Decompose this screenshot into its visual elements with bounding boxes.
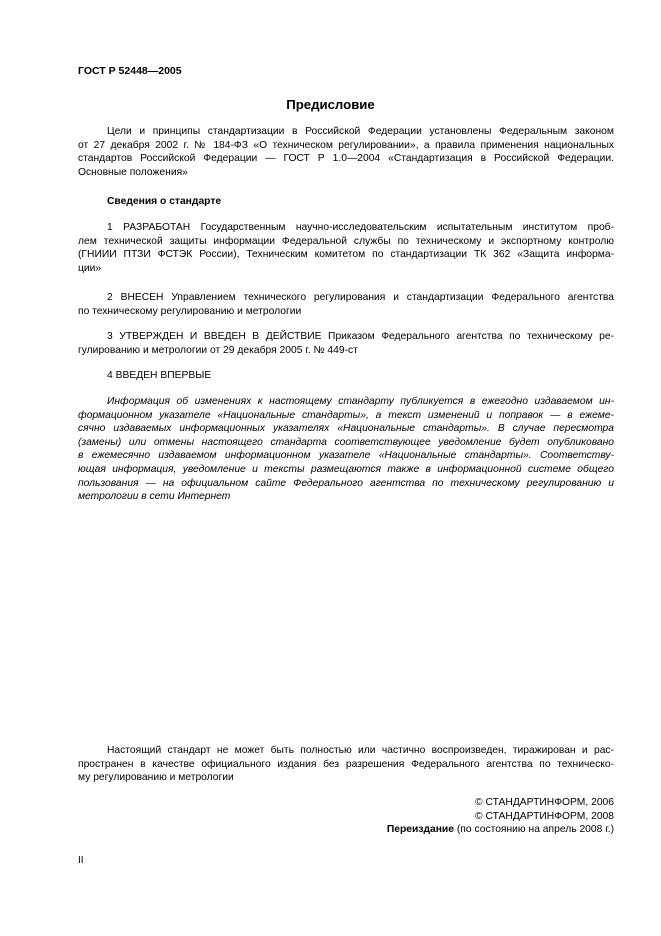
item-3-line: 3 УТВЕРЖДЕН И ВВЕДЕН В ДЕЙСТВИЕ Приказом Федерального агентства по техническому ре- xyxy=(107,331,614,342)
info-line: ющая информация, уведомление и тексты размещаются также в информационной системе общего xyxy=(78,463,614,475)
item-4-paragraph: 4 ВВЕДЕН ВПЕРВЫЕ xyxy=(107,370,212,381)
info-line: сячно издаваемых информационных указателях «Национальные стандарты». В случае пересмотра xyxy=(78,423,614,435)
intro-line: Основные положения» xyxy=(78,166,188,178)
item-1-paragraph xyxy=(78,221,614,275)
info-line: формационном указателе «Национальные стандарты», а текст изменений и поправок — в ежеме- xyxy=(78,409,614,421)
page-title: Предисловие xyxy=(286,97,375,112)
reissue-label: Переиздание xyxy=(386,824,454,836)
standard-number-header: ГОСТ Р 52448—2005 xyxy=(78,65,182,77)
notice-line: му регулированию и метрологии xyxy=(78,772,234,784)
item-2-line: 2 ВНЕСЕН Управлением технического регулирования и стандартизации Федерального агентства xyxy=(107,292,614,303)
info-line: Информация об изменениях к настоящему стандарту публикуется в ежегодно издаваемом ин- xyxy=(107,396,614,407)
item-1-line: (ГНИИИ ПТЗИ ФСТЭК России), Техническим комитетом по стандартизации ТК 362 «Защита информа- xyxy=(78,249,614,261)
copyright-2006: © СТАНДАРТИНФОРМ, 2006 xyxy=(475,797,614,808)
section-subheading: Сведения о стандарте xyxy=(107,196,222,207)
info-paragraph xyxy=(78,395,614,504)
item-2-paragraph xyxy=(78,291,614,318)
item-3-paragraph xyxy=(78,330,614,357)
notice-line: Настоящий стандарт не может быть полностью или частично воспроизведен, тиражирован и рас- xyxy=(107,745,614,756)
intro-line: Цели и принципы стандартизации в Российской Федерации установлены Федеральным законом xyxy=(107,126,614,137)
intro-line: стандартов Российской Федерации — ГОСТ Р 1.0—2004 «Стандартизация в Российской Федерации. xyxy=(78,153,614,165)
reproduction-notice xyxy=(78,744,614,785)
info-line: пользования — на официальном сайте Федерального агентства по техническому регулированию и xyxy=(78,477,614,489)
copyright-2008: © СТАНДАРТИНФОРМ, 2008 xyxy=(475,810,614,822)
page-number: II xyxy=(78,855,84,866)
item-1-line: 1 РАЗРАБОТАН Государственным научно-исследовательским испытательным институтом проб- xyxy=(107,222,614,233)
intro-paragraph xyxy=(78,125,614,179)
info-line: метрологии в сети Интернет xyxy=(78,491,231,503)
item-2-line: по техническому регулированию и метрологии xyxy=(78,305,302,317)
info-line: (замены) или отмены настоящего стандарта соответствующее уведомление будет опубликовано xyxy=(78,436,614,448)
copyright-block xyxy=(387,796,614,837)
item-1-line: ции» xyxy=(78,262,102,274)
notice-line: пространен в качестве официального издания без разрешения Федерального агентства по техническо- xyxy=(78,758,614,770)
intro-line: от 27 декабря 2002 г. № 184-ФЗ «О техническом регулировании», а правила применения национальных xyxy=(78,139,614,151)
item-1-line: лем технической защиты информации Федеральной службы по техническому и экспортному контролю xyxy=(78,235,614,247)
reissue-date: (по состоянию на апрель 2008 г.) xyxy=(454,824,614,836)
info-line: в ежемесячно издаваемом информационном указателе «Национальные стандарты». Соответству- xyxy=(78,450,614,462)
reissue-note xyxy=(387,823,614,837)
item-3-line: гулированию и метрологии от 29 декабря 2005 г. № 449-ст xyxy=(78,344,358,356)
